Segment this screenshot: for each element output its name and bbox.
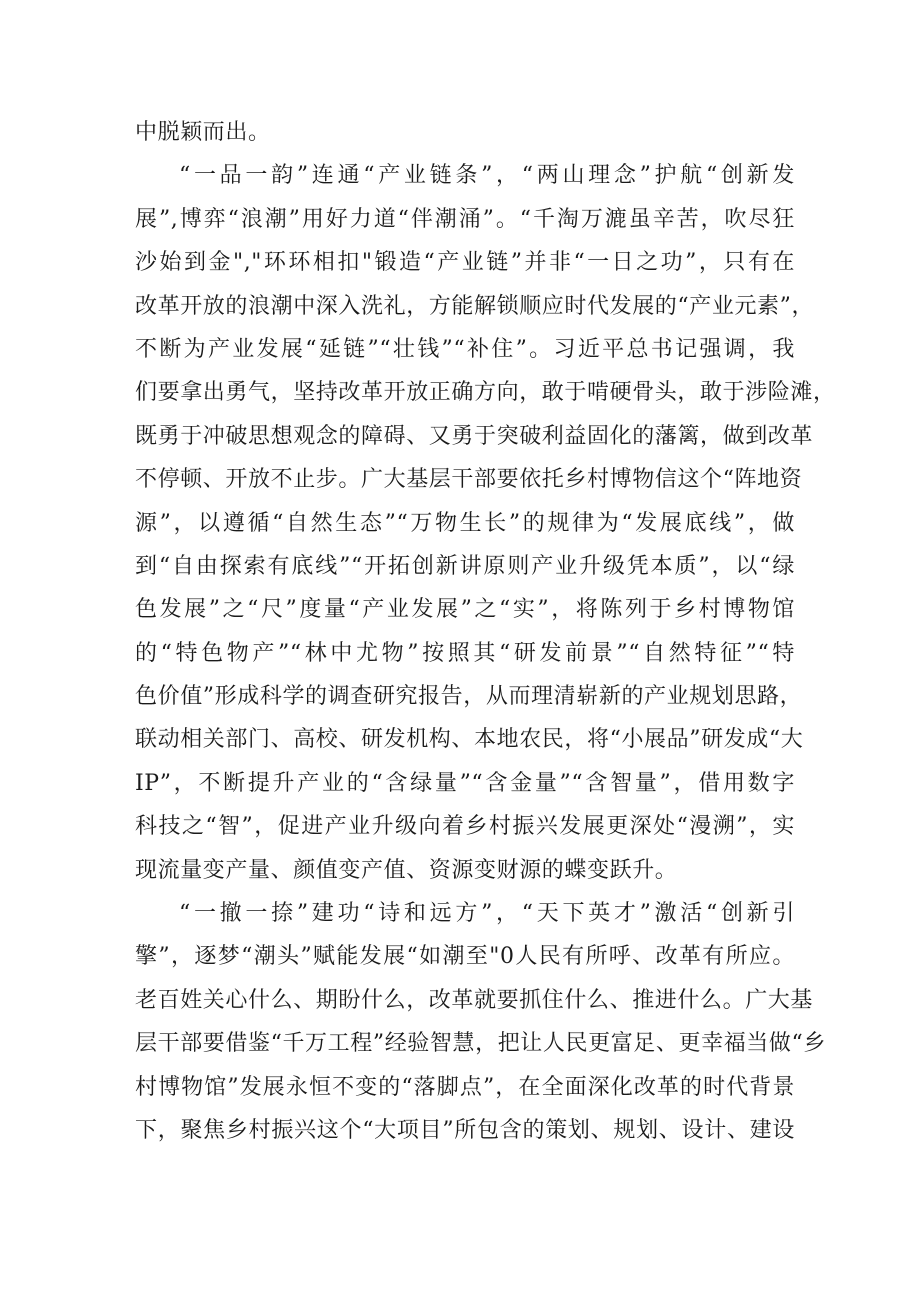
text-line: “一撤一捺”建功“诗和远方”，“天下英才”激活“创新引 <box>179 901 795 927</box>
text-line: “一品一韵”连通“产业链条”，“两山理念”护航“创新发 <box>179 163 795 189</box>
text-line: 擎”，逐梦“潮头”赋能发展“如潮至"0人民有所呼、改革有所应。 <box>135 944 795 970</box>
text-line: 下，聚焦乡村振兴这个“大项目”所包含的策划、规划、设计、建设 <box>135 1117 795 1143</box>
text-line: 村博物馆”发展永恒不变的“落脚点”，在全面深化改革的时代背景 <box>135 1074 795 1100</box>
text-line: 中脱颖而出。 <box>135 120 271 145</box>
text-line: IP”，不断提升产业的“含绿量”“含金量”“含智量”，借用数字 <box>135 770 795 796</box>
text-line: 既勇于冲破思想观念的障碍、又勇于突破利益固化的藩篱，做到改革 <box>135 423 814 449</box>
text-line: 展”,博弈“浪潮”用好力道“伴潮涌”。“千淘万漉虽辛苦，吹尽狂 <box>135 206 795 232</box>
text-line: 到“自由探索有底线”“开拓创新讲原则产业升级凭本质”，以“绿 <box>135 553 795 579</box>
text-line: 色发展”之“尺”度量“产业发展”之“实”，将陈列于乡村博物馆 <box>135 597 795 623</box>
text-line: 色价值”形成科学的调查研究报告，从而理清崭新的产业规划思路， <box>135 684 803 710</box>
text-line: 老百姓关心什么、期盼什么，改革就要抓住什么、推进什么。广大基 <box>135 987 814 1013</box>
text-line: 沙始到金","环环相扣"锻造“产业链”并非“一日之功”，只有在 <box>135 250 795 276</box>
paragraph-1 <box>135 111 795 154</box>
text-line: 源”，以遵循“自然生态”“万物生长”的规律为“发展底线”，做 <box>135 510 795 536</box>
text-line: 们要拿出勇气，坚持改革开放正确方向，敢于啃硬骨头，敢于涉险滩， <box>135 380 836 406</box>
document-body <box>135 111 836 1152</box>
text-line: 联动相关部门、高校、研发机构、本地农民，将“小展品”研发成“大 <box>135 727 804 753</box>
text-line: 层干部要借鉴“千万工程”经验智慧，把让人民更富足、更幸福当做“乡 <box>135 1031 826 1057</box>
text-line: 现流量变产量、颜值变产值、资源变财源的蝶变跃升。 <box>135 857 678 883</box>
paragraph-2 <box>135 154 836 892</box>
text-line: 的“特色物产”“林中尤物”按照其“研发前景”“自然特征”“特 <box>135 640 795 666</box>
paragraph-3 <box>135 892 826 1152</box>
text-line: 不断为产业发展“延链”“壮钱”“补住”。习近平总书记强调，我 <box>135 336 795 362</box>
text-line: 不停顿、开放不止步。广大基层干部要依托乡村博物信这个“阵地资 <box>135 467 803 493</box>
text-line: 改革开放的浪潮中深入洗礼，方能解锁顺应时代发展的“产业元素”， <box>135 293 815 319</box>
text-line: 科技之“智”，促进产业升级向着乡村振兴发展更深处“漫溯”，实 <box>135 814 795 840</box>
